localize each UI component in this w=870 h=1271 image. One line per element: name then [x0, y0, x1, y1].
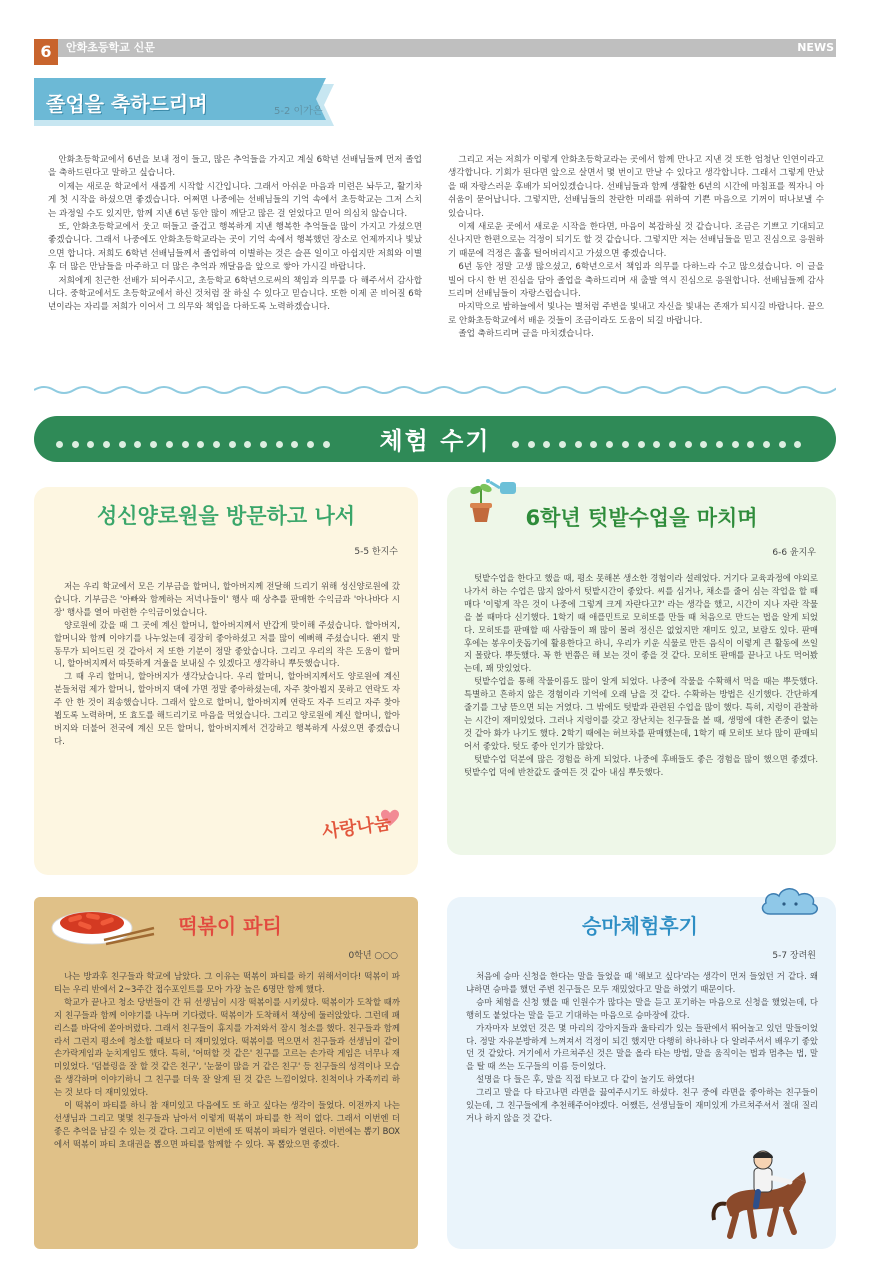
paragraph: 텃밭수업 덕분에 많은 경험을 하게 되었다. 나중에 후배들도 좋은 경험을 많이 했으면 좋겠다. 텃밭수업 덕에 반찬값도 줄여든 것 같아 내심 뿌듯했다. [464, 753, 818, 777]
paragraph: 졸업 축하드리며 글을 마치겠습니다. [458, 329, 594, 340]
essay-title: 6학년 텃밭수업을 마치며 [525, 506, 758, 530]
love-share-stamp: 사랑나눔 [320, 812, 393, 844]
essay-author: 5-5 한지수 [354, 547, 398, 557]
paragraph: 안화초등학교에서 6년을 보내 정이 들고, 많은 추억들을 가지고 계실 6학년 선배님들께 먼저 졸업을 축하드린다고 말하고 싶습니다. [48, 155, 422, 179]
paragraph: 마지막으로 밤하늘에서 빛나는 별처럼 주변을 빛내고 자신을 빛내는 존재가 되시길 바랍니다. 끝으로 안화초등학교에서 배운 것들이 조금이라도 도움이 되길 바랍니다. [448, 302, 824, 326]
publication-title: 안화초등학교 신문 [66, 41, 155, 54]
paragraph: 저희에게 친근한 선배가 되어주시고, 초등학교 6학년으로써의 책임과 의무를 다 해주셔서 감사합니다. 중학교에서도 초등학교에서 하신 것처럼 잘 하실 수 있다고 믿습니다. 또한 이제 곧 비어질 6학년이라는 자리를 저희가 이어서 그 의무와 책임을 다하도록 노력하겠습니다. [48, 275, 423, 313]
essay-author: 6-6 윤지우 [772, 548, 816, 558]
article-column-left [48, 154, 422, 315]
paragraph: 텃밭수업을 통해 작물이름도 많이 알게 되었다. 나중에 작물을 수확해서 먹을 때는 뿌듯했다. 특별하고 흔하지 않은 경험이라 기억에 오래 남을 것 같다. 수확하는 방법은 신기했다. 간단하게 줄기를 그냥 뜯으면 되는 거였다. 그 밖에도 텃밭과 관련된 수업을 많이 했다. 특히, 지렁이 관찰하는 시간이 재미있었다. 그러나 지렁이를 갖고 장난치는 친구들을 볼 때, 생명에 대한 존중이 없는 것 같아 화가 나기도 했다. 2학기 때에는 허브차를 판매했는데, 1학기 때 모히또 보다 많이 판매되어서 좋았다. 텃도 좋아 인기가 많았다. [464, 676, 818, 751]
page-number: 6 [34, 39, 58, 65]
article-column-right [448, 154, 824, 342]
essay-body [54, 580, 400, 748]
paragraph: 가자마자 보였던 것은 몇 마리의 강아지들과 울타리가 있는 들판에서 뛰어놀고 있던 말들이었다. 정말 자유분방하게 느껴져서 걱정이 되긴 했지만 다행히 하나하나 다 알려주셔서 배우기 좋았던 것 같았다. 거기에서 가르쳐주신 것은 말을 올라 타는 방법, 말을 움직이는 법과 멈추는 법, 말을 탈 때 쓰는 도구들의 이름 등이었다. [466, 1022, 818, 1072]
paragraph: 학교가 끝나고 청소 당번들이 간 뒤 선생님이 시장 떡볶이를 시키셨다. 떡볶이가 도착할 때까지 친구들과 함께 이야기를 나누며 기다렸다. 떡볶이가 도착해서 책상에 둘러앉았다. 그런데 패리스를 바닥에 쏟아버렸다. 그래서 친구들이 휴지를 가져와서 잠시 청소를 했다. 친구들과 함께라서 그런지 평소에 청소할 때보다 더 재미있었다. 떡볶이를 먹으면서 친구들과 선생님이 같이 손가락게임과 눈치게임도 했다. 특히, '어떠할 것 같은' 친구를 고르는 손가락 게임은 너무나 재미있었다. '덤블링을 잘 할 것 같은 친구', '눈물이 많을 거 같은 친구' 등 친구들의 성격이나 모습을 생각하며 이야기하니 그 친구를 더욱 잘 알게 된 것 같은 느낌이었다. 친척이나 가족끼리 하는 것 보다 더 재미있었다. [54, 996, 400, 1098]
paragraph: 승마 체험을 신청 했을 때 인원수가 많다는 말을 듣고 포기하는 마음으로 신청을 했었는데, 다행히도 붙었다는 말을 듣고 기대하는 마음으로 승마장에 갔다. [466, 996, 818, 1020]
paragraph: 이제는 새로운 학교에서 새롭게 시작할 시간입니다. 그래서 아쉬운 마음과 미련은 놔두고, 활기차게 첫 시작을 하셨으면 좋겠습니다. 어쩌면 나중에는 선배님들의 기억 속에서 초등학교는 그저 스치는 과정일 수도 있지만, 함께 지낸 6년 동안 많이 깨닫고 많은 걸 얻었다고 믿어 의심치 않습니다. [48, 181, 422, 219]
article-author: 5-2 이가은 [274, 106, 323, 117]
cloud-icon [758, 880, 822, 920]
essay-body [54, 970, 400, 1151]
paragraph: 처음에 승마 신청을 한다는 말을 들었을 때 '해보고 싶다'라는 생각이 먼저 들었던 거 같다. 왜냐하면 승마를 했던 주변 친구들은 모두 재밌었다고 말을 하였기 때문이다. [466, 971, 818, 994]
section-label: NEWS [797, 41, 834, 54]
paragraph: 양로원에 갔을 때 그 곳에 계신 할머니, 할아버지께서 반갑게 맞이해 주셨습니다. 할아버지, 할머니와 함께 이야기를 나누었는데 굉장히 좋아하셨고 저를 많이 예뻐해 주셨습니다. 왠지 말동무가 되어드린 것 같아서 저 또한 기분이 정말 좋았습니다. 그리고 우리의 작은 도움이 할머니, 할아버지께서 따뜻하게 겨울을 보내실 수 있겠다고 생각하니 뿌듯했습니다. [54, 619, 400, 669]
paragraph: 저는 우리 학교에서 모은 기부금을 할머니, 할아버지께 전달해 드리기 위해 성신양로원에 갔습니다. 기부금은 '아빠와 함께하는 저녁나들이' 행사 때 상추를 판매한 수익금과 '아나바다 시장' 행사를 열어 마련한 수익금이었습니다. [54, 581, 400, 617]
paragraph: 그 때 우리 할머니, 할아버지가 생각났습니다. 우리 할머니, 할아버지께서도 양로원에 계신 분들처럼 제가 할머니, 할아버지 댁에 가면 정말 좋아하셨는데, 자주 찾아뵙지 못하고 연락도 자주 안 한 것이 죄송했습니다. 그래서 앞으로 할머니, 할아버지께 연락도 자주 드리고 자주 찾아뵙도록 노력하며, 또 효도를 해드리기로 마음을 먹었습니다. 그리고 양로원에 계신 할머니, 할아버지와 더불어 전국에 계신 모든 할머니, 할아버지께서 건강하고 행복하게 사셨으면 좋겠습니다. [54, 671, 400, 746]
wave-divider [34, 383, 836, 397]
section-title: 체험 수기 [379, 427, 491, 455]
paragraph: 이 떡볶이 파티를 하니 참 재미있고 다음에도 또 하고 싶다는 생각이 들었다. 이전까지 나는 선생님과 그리고 몇몇 친구들과 남아서 이렇게 떡볶이 파티를 한 적이 없다. 그래서 이번엔 더 좋은 추억을 남길 수 있는 것 같다. 그리고 이번에 또 떡볶이 파티가 열린다. 이번에는 뽑기 BOX에서 떡볶이 파티 초대권을 뽑으면 파티를 함께할 수 있다. 꼭 뽑았으면 좋겠다. [54, 1100, 400, 1149]
paragraph: 이제 새로운 곳에서 새로운 시작을 한다면, 마음이 복잡하실 것 같습니다. 조금은 기쁘고 기대되고 신나지만 한편으로는 걱정이 되기도 할 것 같습니다. 그렇지만 저는 선배님들을 믿고 진심으로 응원하기 때문에 걱정은 훌훌 털어버리시고 가셨으면 좋겠습니다. [448, 222, 824, 259]
paragraph: 텃밭수업을 한다고 했을 때, 평소 못해본 생소한 경험이라 설레었다. 거기다 교육과정에 야외로 나가서 하는 수업은 많지 않아서 텃밭시간이 좋았다. 씨를 심거나, 채소를 줄어 심는 작업을 할 때 매다 '이렇게 작은 것이 나중에 그렇게 크게 자란다고?' 라는 생각을 했고, 시간이 지나 자란 작물을 볼 때마다 신기했다. 1학기 때 애플민트로 모히또를 만들 때 처음으로 만드는 법을 알게 되었다. 모히또를 판매할 때 사람들이 꽤 많이 몰려 정신은 없었지만 재미도 있고, 보람도 있다. 판매 후에는 봉우이웃돕기에 활용한다고 하니, 우리가 키운 식물로 만든 음식이 이렇게 큰 활동에 쓰일지 몰랐다. 뿌듯했다. 꼭 한 번쯤은 해 보는 것이 좋을 것 같다. 모히또 판매를 끝나고 나도 먹어봤는데, 꽤 맛있었다. [464, 573, 818, 674]
essay-author: 5-7 장려원 [772, 951, 816, 961]
essay-title: 성신양로원을 방문하고 나서 [96, 504, 356, 528]
paragraph: 나는 방과후 친구들과 학교에 남았다. 그 이유는 떡볶이 파티를 하기 위해서이다! 떡볶이 파티는 우리 반에서 2~3주간 접수포인트를 모아 가장 높은 6명만 함께 했다. [54, 971, 400, 994]
paragraph: 그리고 저는 저희가 이렇게 안화초등학교라는 곳에서 함께 만나고 지낸 것 또한 엄청난 인연이라고 생각합니다. 기회가 된다면 앞으로 살면서 몇 번이고 만날 수 있다고 생각합니다. 그래서 그렇게 만났을 때 자랑스러운 후배가 되어있겠습니다. 선배님들과 함께 생활한 6년의 시간에 마침표를 찍자니 아쉬움이 묻어납니다. 그렇지만, 선배님들의 찬란한 미래를 위하여 기쁜 마음으로 기꺼이 떠나보낼 수 있습니다. [448, 155, 824, 219]
paragraph: 설명을 다 들은 후, 말을 직접 타보고 다 같이 놀기도 하였다! [476, 1074, 695, 1085]
essay-author: 0학년 ○○○ [348, 951, 398, 961]
essay-title: 떡볶이 파티 [178, 914, 282, 938]
article-title: 졸업을 축하드리며 [46, 92, 208, 116]
essay-title: 승마체험후기 [582, 914, 698, 938]
paragraph: 6년 동안 정말 고생 많으셨고, 6학년으로서 책임과 의무를 다하느라 수고 많으셨습니다. 이 글을 빌어 다시 한 번 진심을 담아 졸업을 축하드리며 새 출발 역시 진심으로 응원합니다. 선배님들께 감사드리며 선배님들이 자랑스럽습니다. [448, 262, 824, 300]
essay-body [466, 970, 818, 1125]
paragraph: 또, 안화초등학교에서 웃고 떠들고 즐겁고 행복하게 지낸 행복한 추억들을 많이 가지고 가셨으면 좋겠습니다. 그래서 나중에도 안화초등학교라는 곳이 기억 속에서 행복했던 장소로 언제까지나 빛났으면 합니다. 저희도 6학년 선배님들께서 졸업하여 이별하는 것은 슬픈 일이고 아쉽지만 저희와 이별 후 더 많은 만남들을 마주하고 더 많은 추억과 깨달음을 앞으로 쌓아 가시길 바랍니다. [48, 222, 422, 273]
paragraph: 그리고 말을 다 타고나면 라면을 끓여주시기도 하셨다. 친구 중에 라면을 좋아하는 친구들이 있는데, 그 친구들에게 추천해주어야겠다. 어쨌든, 선생님들이 재미있게 가르쳐주셔서 절대 질리거나 하지 않을 것 같다. [466, 1087, 818, 1123]
essay-body [464, 572, 818, 779]
horse-rider-icon [706, 1148, 816, 1244]
tteokbokki-dish-icon [48, 892, 158, 950]
